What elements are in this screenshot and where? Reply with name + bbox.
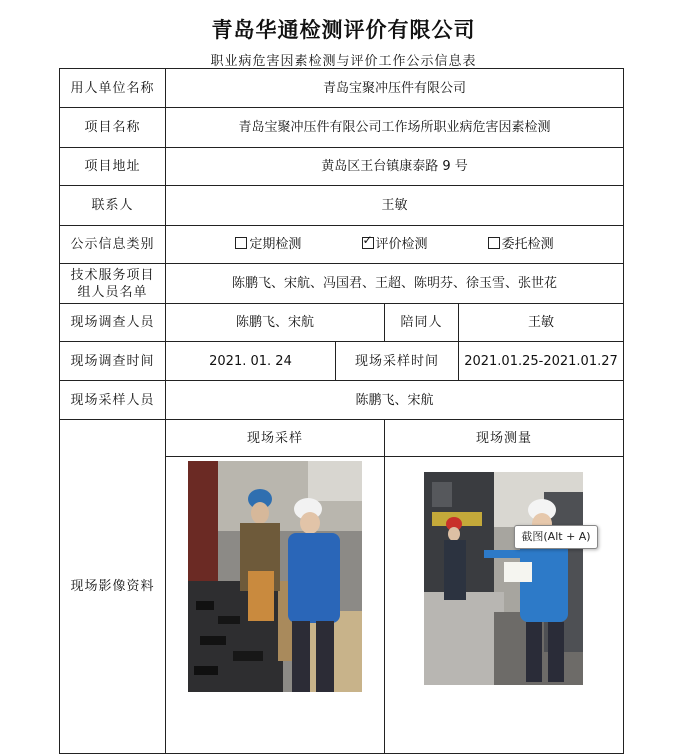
table-row [60, 342, 624, 381]
sampling-time-label: 现场采样时间 [336, 342, 459, 381]
team-label [60, 264, 166, 304]
project-value: 青岛宝聚冲压件有限公司工作场所职业病危害因素检测 [166, 108, 624, 148]
team-label-line1: 技术服务项目 [70, 267, 155, 283]
table-row [60, 226, 624, 264]
escort-value: 王敏 [459, 304, 624, 342]
page-title: 青岛华通检测评价有限公司 [211, 18, 476, 42]
checkbox-periodic[interactable] [235, 237, 247, 249]
survey-staff-value: 陈鹏飞、宋航 [166, 304, 385, 342]
project-label: 项目名称 [60, 108, 166, 148]
table-row [60, 148, 624, 186]
table-row [60, 381, 624, 420]
sampling-time-value: 2021.01.25-2021.01.27 [459, 342, 624, 381]
contact-value: 王敏 [166, 186, 624, 226]
table-row [60, 420, 624, 457]
table-row [60, 264, 624, 304]
media-label: 现场影像资料 [60, 420, 166, 754]
category-label: 公示信息类别 [60, 226, 166, 264]
escort-label: 陪同人 [385, 304, 459, 342]
team-value: 陈鹏飞、宋航、冯国君、王超、陈明芬、徐玉雪、张世花 [166, 264, 624, 304]
category-option-label: 评价检测 [375, 237, 428, 252]
survey-time-label: 现场调查时间 [60, 342, 166, 381]
category-option-label: 定期检测 [249, 237, 302, 252]
table-row [60, 186, 624, 226]
address-label: 项目地址 [60, 148, 166, 186]
survey-staff-label: 现场调查人员 [60, 304, 166, 342]
category-option-evaluation[interactable] [362, 236, 428, 253]
checkbox-evaluation[interactable] [362, 237, 374, 249]
employer-value: 青岛宝聚冲压件有限公司 [166, 69, 624, 108]
screenshot-tooltip: 截图(Alt + A) [514, 525, 598, 549]
employer-label: 用人单位名称 [60, 69, 166, 108]
address-value: 黄岛区王台镇康泰路 9 号 [166, 148, 624, 186]
photo2-header: 现场测量 [385, 420, 624, 457]
table-row [60, 69, 624, 108]
team-label-line2: 组人员名单 [77, 284, 148, 300]
survey-time-value: 2021. 01. 24 [166, 342, 336, 381]
category-options [166, 226, 624, 264]
sampling-staff-label: 现场采样人员 [60, 381, 166, 420]
category-option-label: 委托检测 [501, 237, 554, 252]
contact-label: 联系人 [60, 186, 166, 226]
photo1-header: 现场采样 [166, 420, 385, 457]
table-row [60, 108, 624, 148]
category-option-commissioned[interactable] [488, 236, 554, 253]
page-subtitle: 职业病危害因素检测与评价工作公示信息表 [210, 54, 477, 69]
checkbox-commissioned[interactable] [488, 237, 500, 249]
table-row [60, 304, 624, 342]
sampling-staff-value: 陈鹏飞、宋航 [166, 381, 624, 420]
measurement-photo [424, 472, 583, 685]
category-option-periodic[interactable] [235, 236, 301, 253]
sampling-photo [188, 461, 362, 692]
